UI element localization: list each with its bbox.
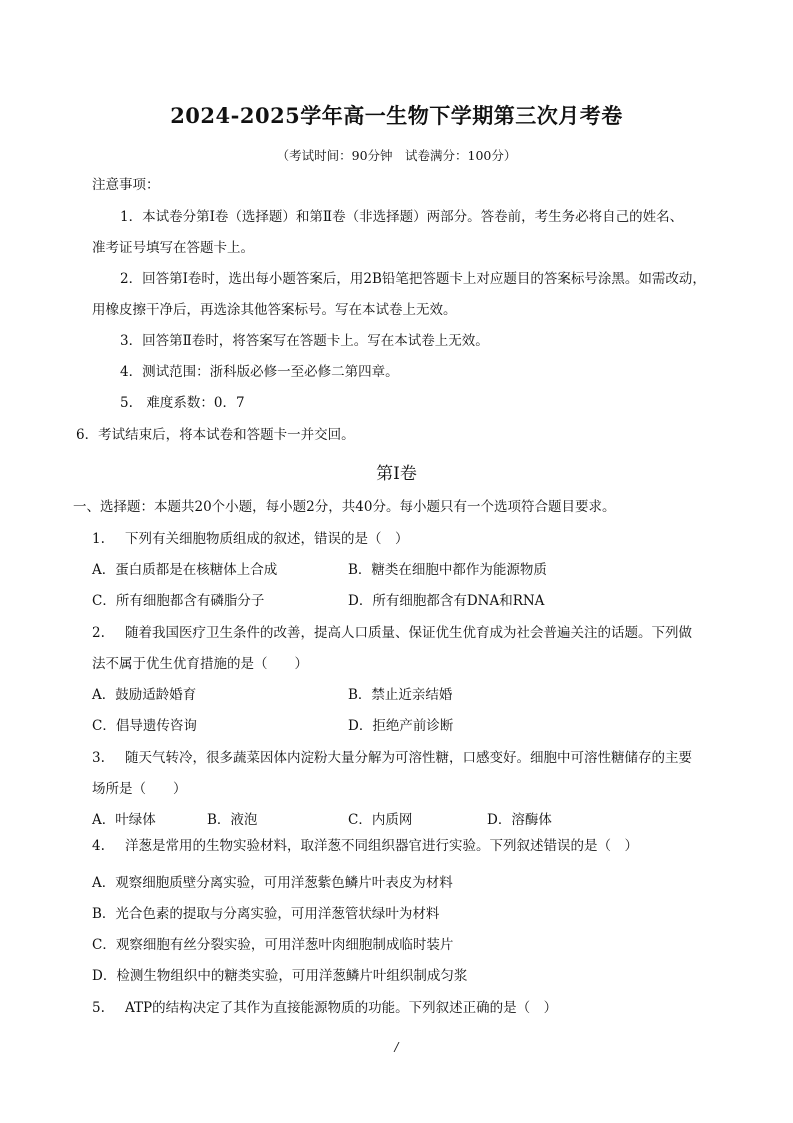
page-number: / xyxy=(394,1040,399,1054)
notes-heading: 注意事项： xyxy=(92,177,160,193)
question-3-stem xyxy=(92,749,692,767)
question-4-stem xyxy=(92,837,638,855)
question-2-number: 2. xyxy=(92,625,105,641)
question-4-option-d: D．检测生物组织中的糖类实验，可用洋葱鳞片叶组织制成匀浆 xyxy=(92,968,468,984)
exam-title: 2024-2025学年高一生物下学期第三次月考卷 xyxy=(170,103,623,128)
question-3-text-line-2: 场所是（ ） xyxy=(92,781,187,797)
note-2-line-2: 用橡皮擦干净后，再选涂其他答案标号。写在本试卷上无效。 xyxy=(92,302,457,318)
question-1-number: 1. xyxy=(92,531,105,547)
question-2-option-d: D．拒绝产前诊断 xyxy=(348,718,454,734)
question-3-number: 3. xyxy=(92,750,105,766)
note-4: 4．测试范围：浙科版必修一至必修二第四章。 xyxy=(120,364,399,380)
question-1-option-c: C．所有细胞都含有磷脂分子 xyxy=(92,593,265,609)
question-1-stem xyxy=(92,530,409,548)
note-1-line-1: 1．本试卷分第Ⅰ卷（选择题）和第Ⅱ卷（非选择题）两部分。答卷前，考生务必将自己的姓名、 xyxy=(120,209,684,225)
question-2-option-c: C．倡导遗传咨询 xyxy=(92,718,197,734)
section-intro: 一、选择题：本题共20个小题，每小题2分，共40分。每小题只有一个选项符合题目要求。 xyxy=(73,499,616,515)
question-1-text: 下列有关细胞物质组成的叙述，错误的是（ ） xyxy=(125,531,409,547)
exam-subtitle: （考试时间：90分钟 试卷满分：100分） xyxy=(276,148,517,163)
question-4-text: 洋葱是常用的生物实验材料，取洋葱不同组织器官进行实验。下列叙述错误的是（ ） xyxy=(125,838,638,854)
question-2-text-line-1: 随着我国医疗卫生条件的改善，提高人口质量、保证优生优育成为社会普遍关注的话题。下列做 xyxy=(125,625,692,641)
question-2-option-a: A．鼓励适龄婚育 xyxy=(92,687,197,703)
note-2-line-1: 2．回答第Ⅰ卷时，选出每小题答案后，用2B铅笔把答题卡上对应题目的答案标号涂黑。如需改动， xyxy=(120,271,706,287)
question-4-option-b: B．光合色素的提取与分离实验，可用洋葱管状绿叶为材料 xyxy=(92,906,440,922)
question-5-number: 5. xyxy=(92,1000,105,1016)
question-4-option-a: A．观察细胞质壁分离实验，可用洋葱紫色鳞片叶表皮为材料 xyxy=(92,875,453,891)
question-3-option-b: B．液泡 xyxy=(207,812,258,828)
question-1-option-d: D．所有细胞都含有DNA和RNA xyxy=(348,593,545,609)
note-1-line-2: 准考证号填写在答题卡上。 xyxy=(92,240,254,256)
question-2-option-b: B．禁止近亲结婚 xyxy=(348,687,453,703)
question-3-option-c: C．内质网 xyxy=(348,812,413,828)
question-3-option-a: A．叶绿体 xyxy=(92,812,156,828)
question-2-text-line-2: 法不属于优生优育措施的是（ ） xyxy=(92,656,308,672)
section-title: 第Ⅰ卷 xyxy=(376,464,417,484)
question-5-stem xyxy=(92,999,557,1017)
note-5: 5. 难度系数：0．7 xyxy=(120,395,245,411)
question-5-text: ATP的结构决定了其作为直接能源物质的功能。下列叙述正确的是（ ） xyxy=(125,1000,558,1016)
question-1-option-b: B．糖类在细胞中都作为能源物质 xyxy=(348,562,547,578)
question-1-option-a: A．蛋白质都是在核糖体上合成 xyxy=(92,562,278,578)
note-6: 6．考试结束后，将本试卷和答题卡一并交回。 xyxy=(76,427,355,443)
question-4-number: 4. xyxy=(92,838,105,854)
note-3: 3．回答第Ⅱ卷时，将答案写在答题卡上。写在本试卷上无效。 xyxy=(120,333,489,349)
question-2-stem xyxy=(92,624,692,642)
question-3-text-line-1: 随天气转冷，很多蔬菜因体内淀粉大量分解为可溶性糖，口感变好。细胞中可溶性糖储存的主要 xyxy=(125,750,692,766)
question-4-option-c: C．观察细胞有丝分裂实验，可用洋葱叶肉细胞制成临时装片 xyxy=(92,937,454,953)
question-3-option-d: D．溶酶体 xyxy=(487,812,552,828)
